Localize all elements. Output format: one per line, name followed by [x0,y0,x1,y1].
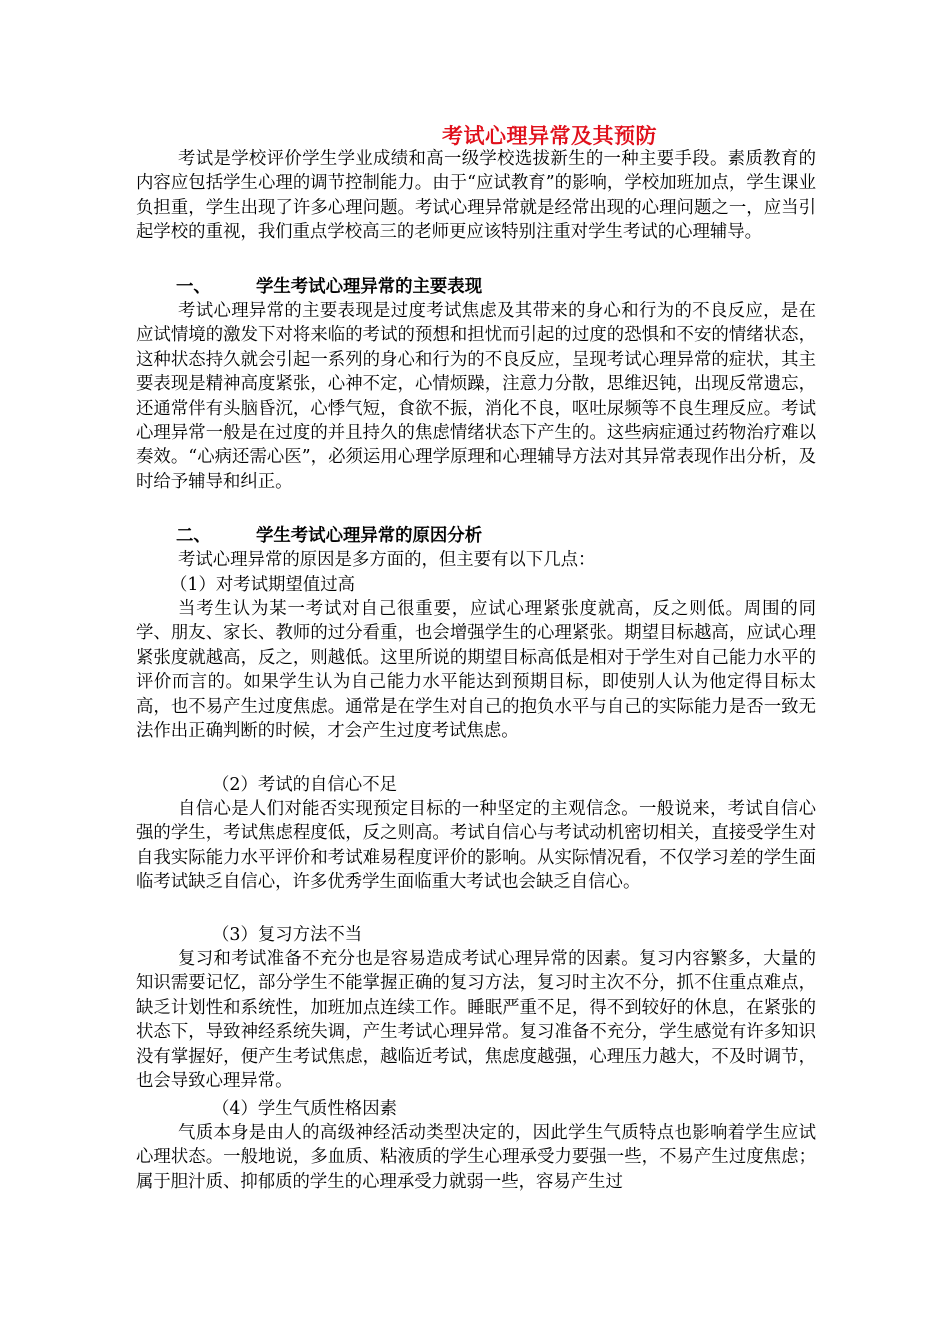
section-2-title: 学生考试心理异常的原因分析 [256,526,483,546]
section-2-lead: 考试心理异常的原因是多方面的，但主要有以下几点： [178,550,596,570]
intro-paragraph: 考试是学校评价学生学业成绩和高一级学校选拔新生的一种主要手段。素质教育的内容应包括学生心理的调节控制能力。由于“应试教育”的影响，学校加班加点，学生课业负担重，学生出现了许多心理问题。考试心理异常就是经常出现的心理问题之一，应当引起学校的重视，我们重点学校高三的老师更应该特别注重对学生考试的心理辅导。 [136,149,816,243]
section-1-heading [176,275,482,299]
item-2-body: 自信心是人们对能否实现预定目标的一种坚定的主观信念。一般说来，考试自信心强的学生，考试焦虑程度低，反之则高。考试自信心与考试动机密切相关，直接受学生对自我实际能力水平评价和考试难易程度评价的影响。从实际情况看，不仅学习差的学生面临考试缺乏自信心，许多优秀学生面临重大考试也会缺乏自信心。 [136,799,816,893]
item-4-body: 气质本身是由人的高级神经活动类型决定的，因此学生气质特点也影响着学生应试心理状态。一般地说，多血质、粘液质的学生心理承受力要强一些，不易产生过度焦虑；属于胆汁质、抑郁质的学生的心理承受力就弱一些，容易产生过 [136,1123,816,1192]
item-1-body: 当考生认为某一考试对自己很重要，应试心理紧张度就高，反之则低。周围的同学、朋友、家长、教师的过分看重，也会增强学生的心理紧张。期望目标越高，应试心理紧张度就越高，反之，则越低。这里所说的期望目标高低是相对于学生对自己能力水平的评价而言的。如果学生认为自己能力水平能达到预期目标，即使别人认为他定得目标太高，也不易产生过度焦虑。通常是在学生对自己的抱负水平与自己的实际能力是否一致无法作出正确判断的时候，才会产生过度考试焦虑。 [136,599,816,742]
section-2-heading [176,524,482,548]
item-3-label: （3）复习方法不当 [212,925,363,945]
section-2-number: 二、 [176,526,211,546]
item-1-label: （1）对考试期望值过高 [170,575,355,595]
section-1-title: 学生考试心理异常的主要表现 [256,277,483,297]
item-4-label: （4）学生气质性格因素 [212,1099,397,1119]
section-1-body: 考试心理异常的主要表现是过度考试焦虑及其带来的身心和行为的不良反应，是在应试情境的激发下对将来临的考试的预想和担忧而引起的过度的恐惧和不安的情绪状态，这种状态持久就会引起一系列的身心和行为的不良反应，呈现考试心理异常的症状，其主要表现是精神高度紧张，心神不定，心情烦躁，注意力分散，思维迟钝，出现反常遗忘，还通常伴有头脑昏沉，心悸气短，食欲不振，消化不良，呕吐尿频等不良生理反应。考试心理异常一般是在过度的并且持久的焦虑情绪状态下产生的。这些病症通过药物治疗难以奏效。“心病还需心医”，必须运用心理学原理和心理辅导方法对其异常表现作出分析，及时给予辅导和纠正。 [136,301,816,492]
item-2-label: （2）考试的自信心不足 [212,775,397,795]
item-3-body: 复习和考试准备不充分也是容易造成考试心理异常的因素。复习内容繁多，大量的知识需要记忆，部分学生不能掌握正确的复习方法，复习时主次不分，抓不住重点难点，缺乏计划性和系统性，加班加点连续工作。睡眠严重不足，得不到较好的休息，在紧张的状态下，导致神经系统失调，产生考试心理异常。复习准备不充分，学生感觉有许多知识没有掌握好，便产生考试焦虑，越临近考试，焦虑度越强，心理压力越大，不及时调节，也会导致心理异常。 [136,949,816,1092]
document-title: 考试心理异常及其预防 [442,124,657,148]
section-1-number: 一、 [176,277,211,297]
